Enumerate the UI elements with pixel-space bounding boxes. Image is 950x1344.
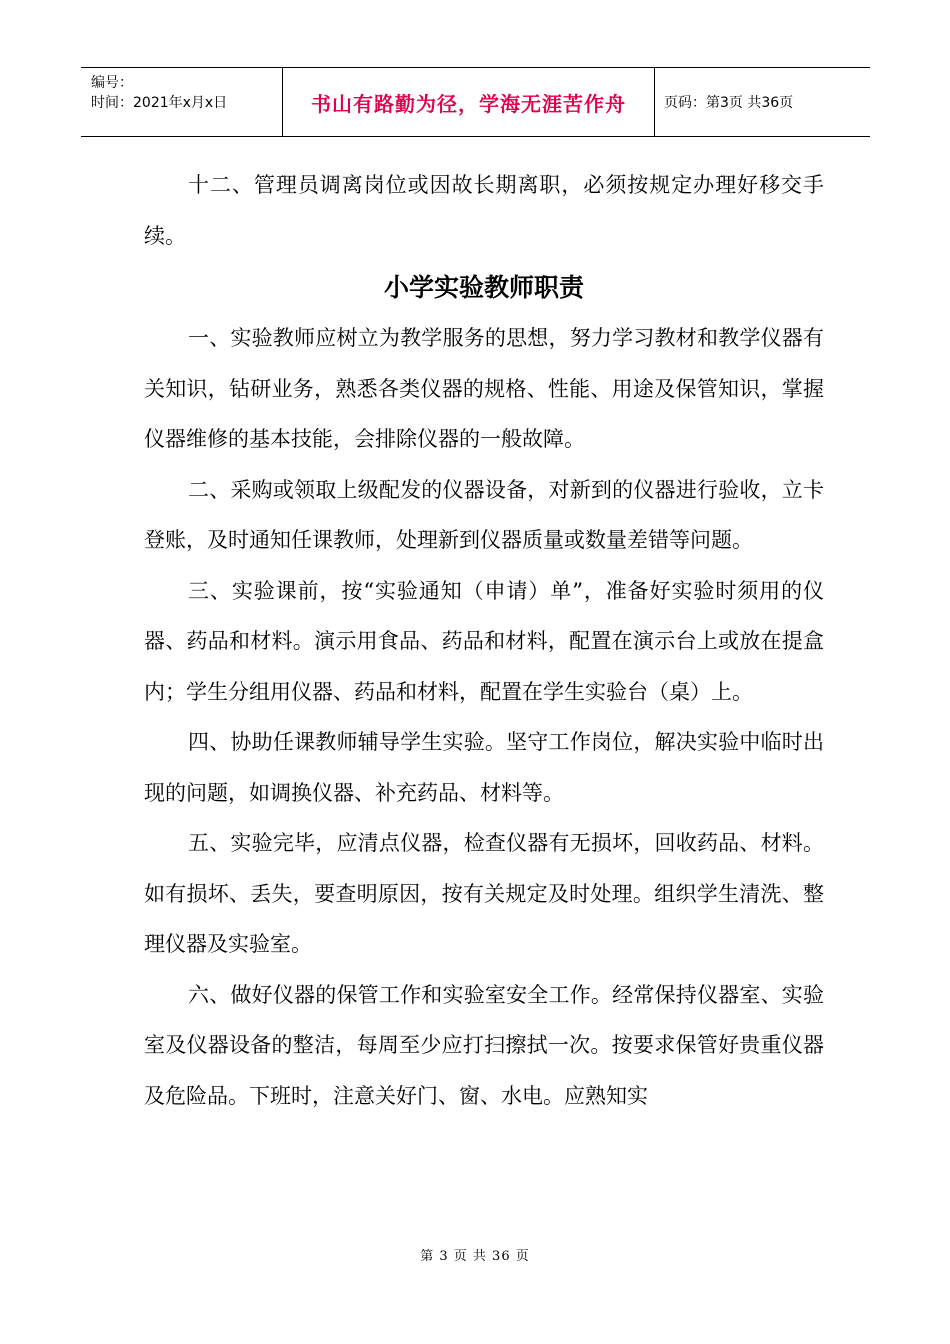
paragraph-5: 五、实验完毕，应清点仪器，检查仪器有无损坏，回收药品、材料。如有损坏、丢失，要查明原因，按有关规定及时处理。组织学生清洗、整理仪器及实验室。 bbox=[144, 831, 824, 956]
paragraph-3: 三、实验课前，按“实验通知（申请）单”，准备好实验时须用的仪器、药品和材料。演示用食品、药品和材料，配置在演示台上或放在提盒内；学生分组用仪器、药品和材料，配置在学生实验台（桌）上。 bbox=[144, 578, 824, 704]
header-motto: 书山有路勤为径，学海无涯苦作舟 bbox=[282, 68, 655, 136]
page-header bbox=[81, 67, 870, 137]
document-number-label: 编号： bbox=[91, 75, 133, 91]
paragraph-6: 六、做好仪器的保管工作和实验室安全工作。经常保持仪器室、实验室及仪器设备的整洁，每周至少应打扫擦拭一次。按要求保管好贵重仪器及危险品。下班时，注意关好门、窗、水电。应熟知实 bbox=[144, 982, 824, 1108]
header-meta bbox=[81, 68, 282, 136]
paragraph-2: 二、采购或领取上级配发的仪器设备，对新到的仪器进行验收，立卡登账，及时通知任课教师，处理新到仪器质量或数量差错等问题。 bbox=[144, 477, 824, 552]
paragraph-4: 四、协助任课教师辅导学生实验。坚守工作岗位，解决实验中临时出现的问题，如调换仪器、补充药品、材料等。 bbox=[144, 730, 824, 805]
paragraph-1: 一、实验教师应树立为教学服务的思想，努力学习教材和教学仪器有关知识，钻研业务，熟悉各类仪器的规格、性能、用途及保管知识，掌握仪器维修的基本技能，会排除仪器的一般故障。 bbox=[144, 326, 824, 451]
section-title: 小学实验教师职责 bbox=[383, 273, 584, 302]
page-footer: 第 3 页 共 36 页 bbox=[420, 1249, 530, 1264]
document-body bbox=[144, 160, 824, 1121]
intro-paragraph: 十二、管理员调离岗位或因故长期离职，必须按规定办理好移交手续。 bbox=[144, 173, 824, 248]
document-date-label: 时间：2021年x月x日 bbox=[91, 95, 228, 111]
header-page-info: 页码：第3页 共36页 bbox=[664, 95, 794, 111]
